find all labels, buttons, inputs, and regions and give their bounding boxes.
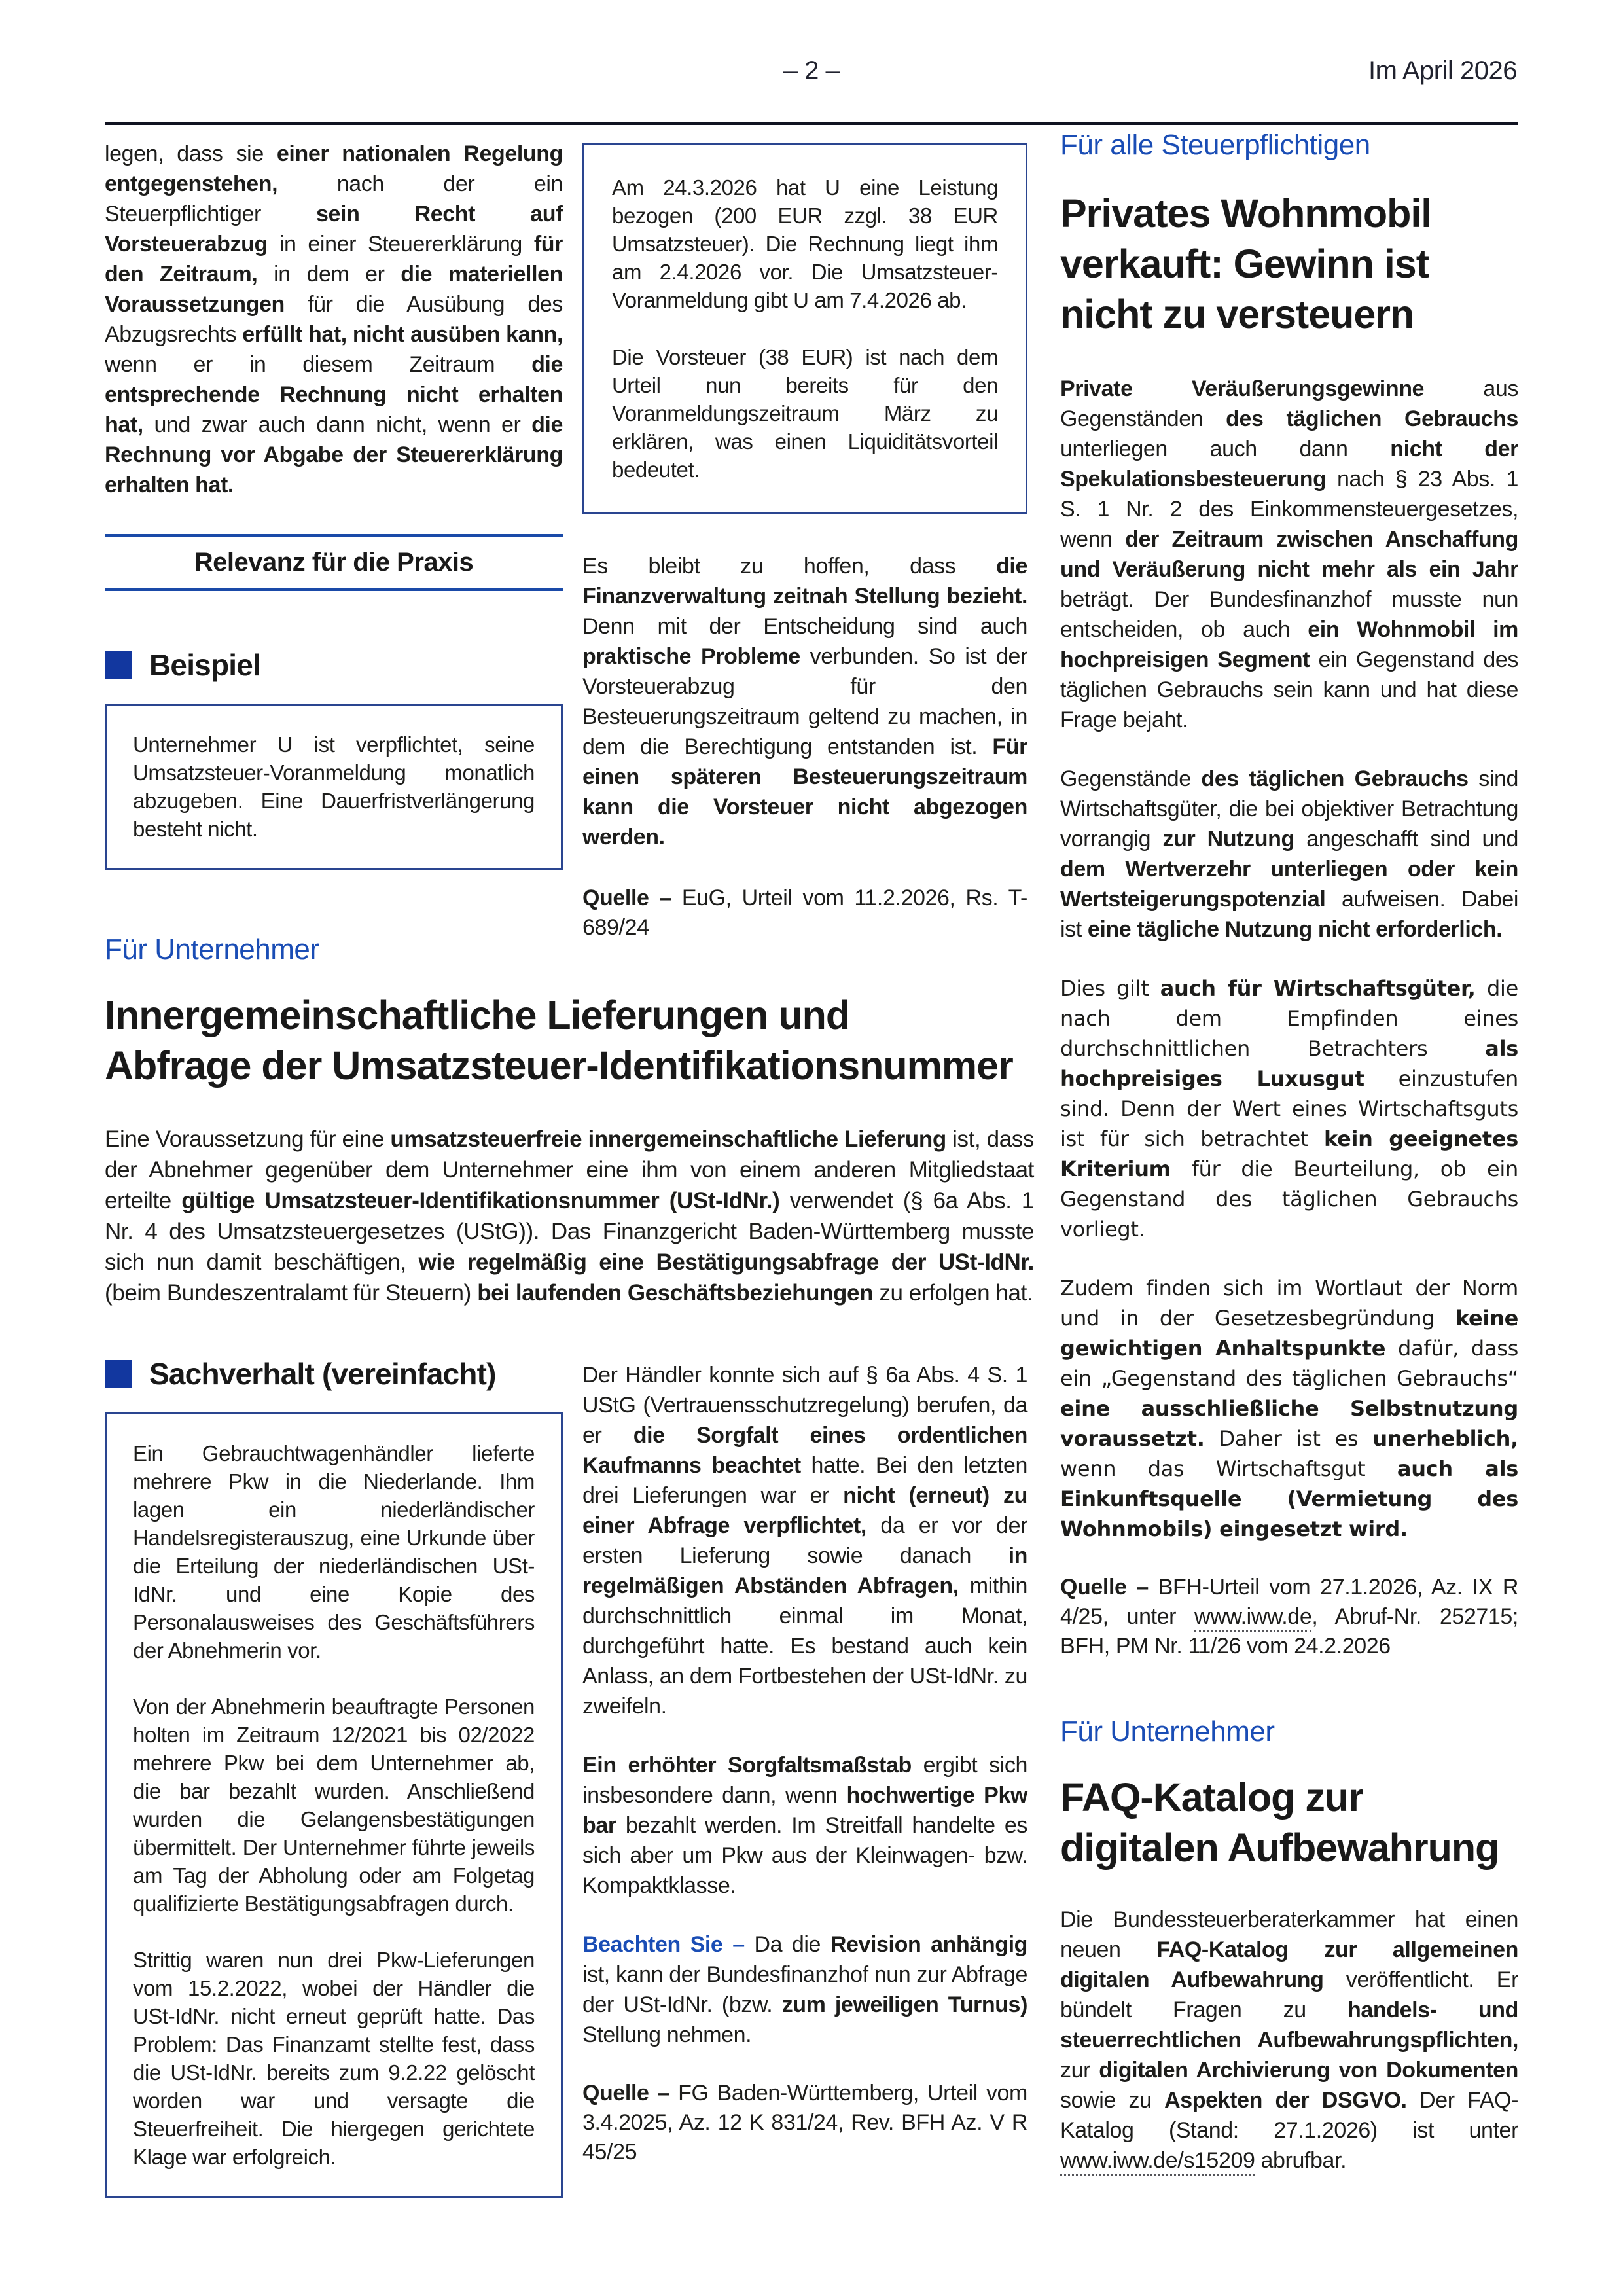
- bold-run: die Sorgfalt eines ordentlichen Kaufmanns beachtet: [582, 1423, 1028, 1478]
- beispiel-heading: [105, 647, 563, 683]
- beachten-sie-note: Beachten Sie – Da die Revision anhängig ist, kann der Bundesfinanzhof nun zur Abfrage der USt-IdNr. (bzw. zum jeweiligen Turnus) Stellung nehmen.: [582, 1932, 1028, 2047]
- paragraph: Private Veräußerungsgewinne aus Gegenständen des täglichen Gebrauchs unterliegen auch dann nicht der Spekulationsbesteuerung nach § 23 Abs. 1 S. 1 Nr. 2 des Einkommensteuergesetzes, wenn der Zeitraum zwischen Anschaffung und Veräußerung nicht mehr als ein Jahr beträgt. Der Bundesfinanzhof musste nun entscheiden, ob auch ein Wohnmobil im hochpreisigen Segment ein Gegenstand des täglichen Gebrauchs sein kann und hat diese Frage bejaht.: [1060, 376, 1519, 732]
- paragraph: Dies gilt auch für Wirtschaftsgüter, die nach dem Empfinden eines durchschnittlichen Betrachters als hochpreisiges Luxusgut einzustufen sind. Denn der Wert eines Wirtschaftsguts ist für sich betrachtet kein geeignetes Kriterium für die Beurteilung, ob ein Gegenstand des täglichen Gebrauchs vorliegt.: [1060, 976, 1518, 1242]
- kicker-unternehmer-faq: Für Unternehmer: [1060, 1715, 1275, 1748]
- bold-run: zur Nutzung: [1162, 827, 1294, 852]
- column-left-top: [105, 139, 563, 870]
- bold-run: Ein erhöhter Sorgfaltsmaßstab: [582, 1753, 912, 1778]
- praxis-subhead: Relevanz für die Praxis: [105, 534, 563, 591]
- source-line: Quelle – EuG, Urteil vom 11.2.2026, Rs. T-689/24: [582, 886, 1027, 940]
- article-ustid-header: [105, 933, 1034, 1308]
- bold-run: die entsprechende Rechnung nicht erhalten hat,: [105, 352, 563, 437]
- beispiel-label: Beispiel: [149, 648, 261, 682]
- bold-run: Revision anhängig: [830, 1932, 1028, 1957]
- bold-run: eine tägliche Nutzung nicht erforderlich.: [1087, 917, 1503, 942]
- bold-run: Aspekten der DSGVO.: [1164, 2088, 1407, 2113]
- paragraph: Gegenstände des täglichen Gebrauchs sind Wirtschaftsgüter, die bei objektiver Betrachtung vorrangig zur Nutzung angeschafft sind und dem Wertverzehr unterliegen oder kein Wertsteigerungspotenzial aufweisen. Dabei ist eine tägliche Nutzung nicht erforderlich.: [1060, 766, 1518, 942]
- bold-run: die materiellen Voraussetzungen: [105, 262, 563, 317]
- bold-run: des täglichen Gebrauchs: [1201, 766, 1469, 791]
- bold-run: zum jeweiligen Turnus): [781, 1992, 1027, 2017]
- highlight-label: Beachten Sie –: [582, 1932, 755, 1957]
- paragraph: Am 24.3.2026 hat U eine Leistung bezogen (200 EUR zzgl. 38 EUR Umsatzsteuer). Die Rechnung liegt ihm am 2.4.2026 vor. Die Umsatzsteuer-Voranmeldung gibt U am 7.4.2026 ab.: [612, 175, 998, 312]
- paragraph: Ein erhöhter Sorgfaltsmaßstab ergibt sich insbesondere dann, wenn hochwertige Pkw bar bezahlt werden. Im Streitfall handelte es sich aber um Pkw aus der Kleinwagen- bzw. Kompaktklasse.: [582, 1753, 1027, 1898]
- article-title-faq: FAQ-Katalog zur digitalen Aufbewahrung: [1060, 1775, 1499, 1870]
- bold-run: Private Veräußerungsgewinne: [1060, 376, 1425, 401]
- bold-run: für den Zeitraum,: [105, 232, 563, 287]
- bold-run: nicht der Spekulationsbesteuerung: [1060, 437, 1518, 492]
- bold-run: die Rechnung vor Abgabe der Steuererklärung erhalten hat.: [105, 412, 563, 497]
- bold-run: umsatzsteuerfreie innergemeinschaftliche Lieferung: [390, 1126, 946, 1152]
- bold-run: Quelle –: [582, 886, 682, 910]
- bold-run: die Finanzverwaltung zeitnah Stellung bezieht.: [582, 554, 1027, 609]
- paragraph: legen, dass sie einer nationalen Regelung entgegenstehen, nach der ein Steuerpflichtiger sein Recht auf Vorsteuerabzug in einer Steuererklärung für den Zeitraum, in dem er die materiellen Voraussetzungen für die Ausübung des Abzugsrechts erfüllt hat, nicht ausüben kann, wenn er in diesem Zeitraum die entsprechende Rechnung nicht erhalten hat, und zwar auch dann nicht, wenn er die Rechnung vor Abgabe der Steuererklärung erhalten hat.: [105, 141, 563, 497]
- header-rule: [105, 122, 1518, 125]
- bold-run: keine gewichtigen Anhaltspunkte: [1060, 1306, 1518, 1361]
- bold-run: eine ausschließliche Selbstnutzung voraussetzt.: [1060, 1396, 1518, 1451]
- paragraph: Die Vorsteuer (38 EUR) ist nach dem Urteil nun bereits für den Voranmeldungszeitraum März zu erklären, was einen Liquiditätsvorteil bedeutet.: [612, 345, 998, 482]
- bold-run: FAQ-Katalog zur allgemeinen digitalen Aufbewahrung: [1060, 1937, 1519, 1992]
- bold-run: digitalen Archivierung von Dokumenten: [1099, 2058, 1518, 2083]
- bold-run: der Zeitraum zwischen Anschaffung und Veräußerung nicht mehr als ein Jahr: [1060, 527, 1518, 582]
- inline-link[interactable]: www.iww.de: [1194, 1604, 1311, 1632]
- square-bullet-icon: [105, 651, 132, 679]
- column-middle-bottom: [582, 1360, 1027, 2167]
- article-intro: Eine Voraussetzung für eine umsatzsteuerfreie innergemeinschaftliche Lieferung ist, dass der Abnehmer gegenüber dem Unternehmer eine ihm von einem anderen Mitgliedstaat erteilte gültige Umsatzsteuer-Identifikationsnummer (USt-IdNr.) verwendet (§ 6a Abs. 1 Nr. 4 des Umsatzsteuergesetzes (UStG)). Das Finanzgericht Baden-Württemberg musste sich nun damit beschäftigen, wie regelmäßig eine Bestätigungsabfrage der USt-IdNr. (beim Bundeszentralamt für Steuern) bei laufenden Geschäftsbeziehungen zu erfolgen hat.: [105, 1126, 1034, 1306]
- paragraph: Die Bundessteuerberaterkammer hat einen neuen FAQ-Katalog zur allgemeinen digitalen Aufbewahrung veröffentlicht. Er bündelt Fragen zu handels- und steuerrechtlichen Aufbewahrungspflichten, zur digitalen Archivierung von Dokumenten sowie zu Aspekten der DSGVO. Der FAQ-Katalog (Stand: 27.1.2026) ist unter www.iww.de/s15209 abrufbar.: [1060, 1905, 1518, 2176]
- bold-run: bei laufenden Geschäftsbeziehungen: [477, 1280, 874, 1306]
- bold-run: unerheblich,: [1372, 1426, 1518, 1451]
- bold-run: sein Recht auf Vorsteuerabzug: [105, 202, 563, 257]
- paragraph: Der Händler konnte sich auf § 6a Abs. 4 S. 1 UStG (Vertrauensschutzregelung) berufen, da er die Sorgfalt eines ordentlichen Kaufmanns beachtet hatte. Bei den letzten drei Lieferungen war er nicht (erneut) zu einer Abfrage verpflichtet, da er vor der ersten Lieferung sowie danach in regelmäßigen Abständen Abfragen, mithin durchschnittlich einmal im Monat, durchgeführt hatte. Es bestand auch kein Anlass, an dem Fortbestehen der USt-IdNr. zu zweifeln.: [582, 1363, 1028, 1719]
- bold-run: gültige Umsatzsteuer-Identifikationsnummer (USt-IdNr.): [181, 1188, 780, 1213]
- paragraph: Ein Gebrauchtwagenhändler lieferte mehrere Pkw in die Niederlande. Ihm lagen ein niederländischer Handelsregisterauszug, eine Urkunde über die Erteilung der niederländischen USt-IdNr. und eine Kopie des Personalausweises des Geschäftsführers der Abnehmerin vor.: [133, 1441, 535, 1662]
- inline-link[interactable]: www.iww.de/s15209: [1060, 2148, 1255, 2176]
- bold-run: handels- und steuerrechtlichen Aufbewahrungspflichten,: [1060, 1998, 1518, 2053]
- paragraph: Strittig waren nun drei Pkw-Lieferungen vom 15.2.2022, wobei der Händler die USt-IdNr. nicht erneut geprüft hatte. Das Problem: Das Finanzamt stellte fest, dass die USt-IdNr. bereits zum 9.2.22 gelöscht worden war und versagte die Steuerfreiheit. Die hiergegen gerichtete Klage war erfolgreich.: [133, 1948, 535, 2169]
- paragraph: Es bleibt zu hoffen, dass die Finanzverwaltung zeitnah Stellung bezieht. Denn mit der Entscheidung sind auch praktische Probleme verbunden. So ist der Vorsteuerabzug für den Besteuerungszeitraum geltend zu machen, in dem die Berechtigung entstanden ist. Für einen späteren Besteuerungszeitraum kann die Vorsteuer nicht abgezogen werden.: [582, 554, 1027, 850]
- example-continuation-box: [582, 143, 1027, 514]
- beispiel-box: [105, 704, 563, 870]
- paragraph: Unternehmer U ist verpflichtet, seine Umsatzsteuer-Voranmeldung monatlich abzugeben. Eine Dauerfristverlängerung besteht nicht.: [133, 732, 535, 841]
- bold-run: in regelmäßigen Abständen Abfragen,: [582, 1543, 1027, 1598]
- bold-run: auch als Einkunftsquelle (Vermietung des Wohnmobils) eingesetzt wird.: [1060, 1456, 1518, 1541]
- kicker-unternehmer: Für Unternehmer: [105, 933, 319, 965]
- source-line: Quelle – FG Baden-Württemberg, Urteil vom 3.4.2025, Az. 12 K 831/24, Rev. BFH Az. V R 45/25: [582, 2081, 1027, 2164]
- bold-run: kein geeignetes Kriterium: [1060, 1126, 1518, 1181]
- bold-run: ein Wohnmobil im hochpreisigen Segment: [1060, 617, 1519, 672]
- article-title-wohnmobil: Privates Wohnmobil verkauft: Gewinn ist nicht zu versteuern: [1060, 191, 1432, 336]
- page-number: – 2 –: [783, 56, 840, 85]
- column-left-bottom: [105, 1356, 563, 2198]
- paragraph: Zudem finden sich im Wortlaut der Norm und in der Gesetzesbegründung keine gewichtigen Anhaltspunkte dafür, dass ein „Gegenstand des täglichen Gebrauchs“ eine ausschließliche Selbstnutzung voraussetzt. Daher ist es unerheblich, wenn das Wirtschaftsgut auch als Einkunftsquelle (Vermietung des Wohnmobils) eingesetzt wird.: [1060, 1276, 1518, 1541]
- paragraph: Von der Abnehmerin beauftragte Personen holten im Zeitraum 12/2021 bis 02/2022 mehrere Pkw bei dem Unternehmer ab, die bar bezahlt wurden. Anschließend wurden die Gelangensbestätigungen übermittelt. Der Unternehmer führte jeweils am Tag der Abholung oder am Folgetag qualifizierte Bestätigungsabfragen durch.: [133, 1695, 535, 1916]
- bold-run: dem Wertverzehr unterliegen oder kein Wertsteigerungspotenzial: [1060, 857, 1518, 912]
- sachverhalt-box: [105, 1412, 563, 2198]
- column-middle-top: [582, 143, 1027, 942]
- kicker-steuerpflichtige: Für alle Steuerpflichtigen: [1060, 129, 1370, 161]
- bold-run: hochwertige Pkw bar: [582, 1783, 1027, 1838]
- bold-run: Quelle –: [582, 2081, 679, 2106]
- article-title-ustid: Innergemeinschaftliche Lieferungen und Abfrage der Umsatzsteuer-Identifikationsnummer: [105, 993, 1013, 1088]
- bold-run: nicht (erneut) zu einer Abfrage verpflichtet,: [582, 1483, 1027, 1538]
- bold-run: als hochpreisiges Luxusgut: [1060, 1036, 1518, 1091]
- square-bullet-icon: [105, 1360, 132, 1388]
- sachverhalt-label: Sachverhalt (vereinfacht): [149, 1357, 496, 1391]
- bold-run: des täglichen Gebrauchs: [1226, 406, 1518, 431]
- bold-run: Quelle –: [1060, 1575, 1158, 1600]
- column-right: [1060, 128, 1518, 2176]
- bold-run: praktische Probleme: [582, 644, 800, 669]
- bold-run: Für einen späteren Besteuerungszeitraum kann die Vorsteuer nicht abgezogen werden.: [582, 734, 1027, 850]
- bold-run: auch für Wirtschaftsgüter,: [1160, 976, 1476, 1001]
- bold-run: wie regelmäßig eine Bestätigungsabfrage der USt-IdNr.: [418, 1249, 1034, 1275]
- bold-run: einer nationalen Regelung entgegenstehen,: [105, 141, 563, 196]
- bold-run: erfüllt hat, nicht ausüben kann,: [242, 322, 563, 347]
- issue-date: Im April 2026: [1368, 56, 1517, 85]
- source-line: Quelle – BFH-Urteil vom 27.1.2026, Az. IX R 4/25, unter www.iww.de, Abruf-Nr. 252715; BFH, PM Nr. 11/26 vom 24.2.2026: [1060, 1575, 1518, 1659]
- sachverhalt-heading: [105, 1356, 563, 1391]
